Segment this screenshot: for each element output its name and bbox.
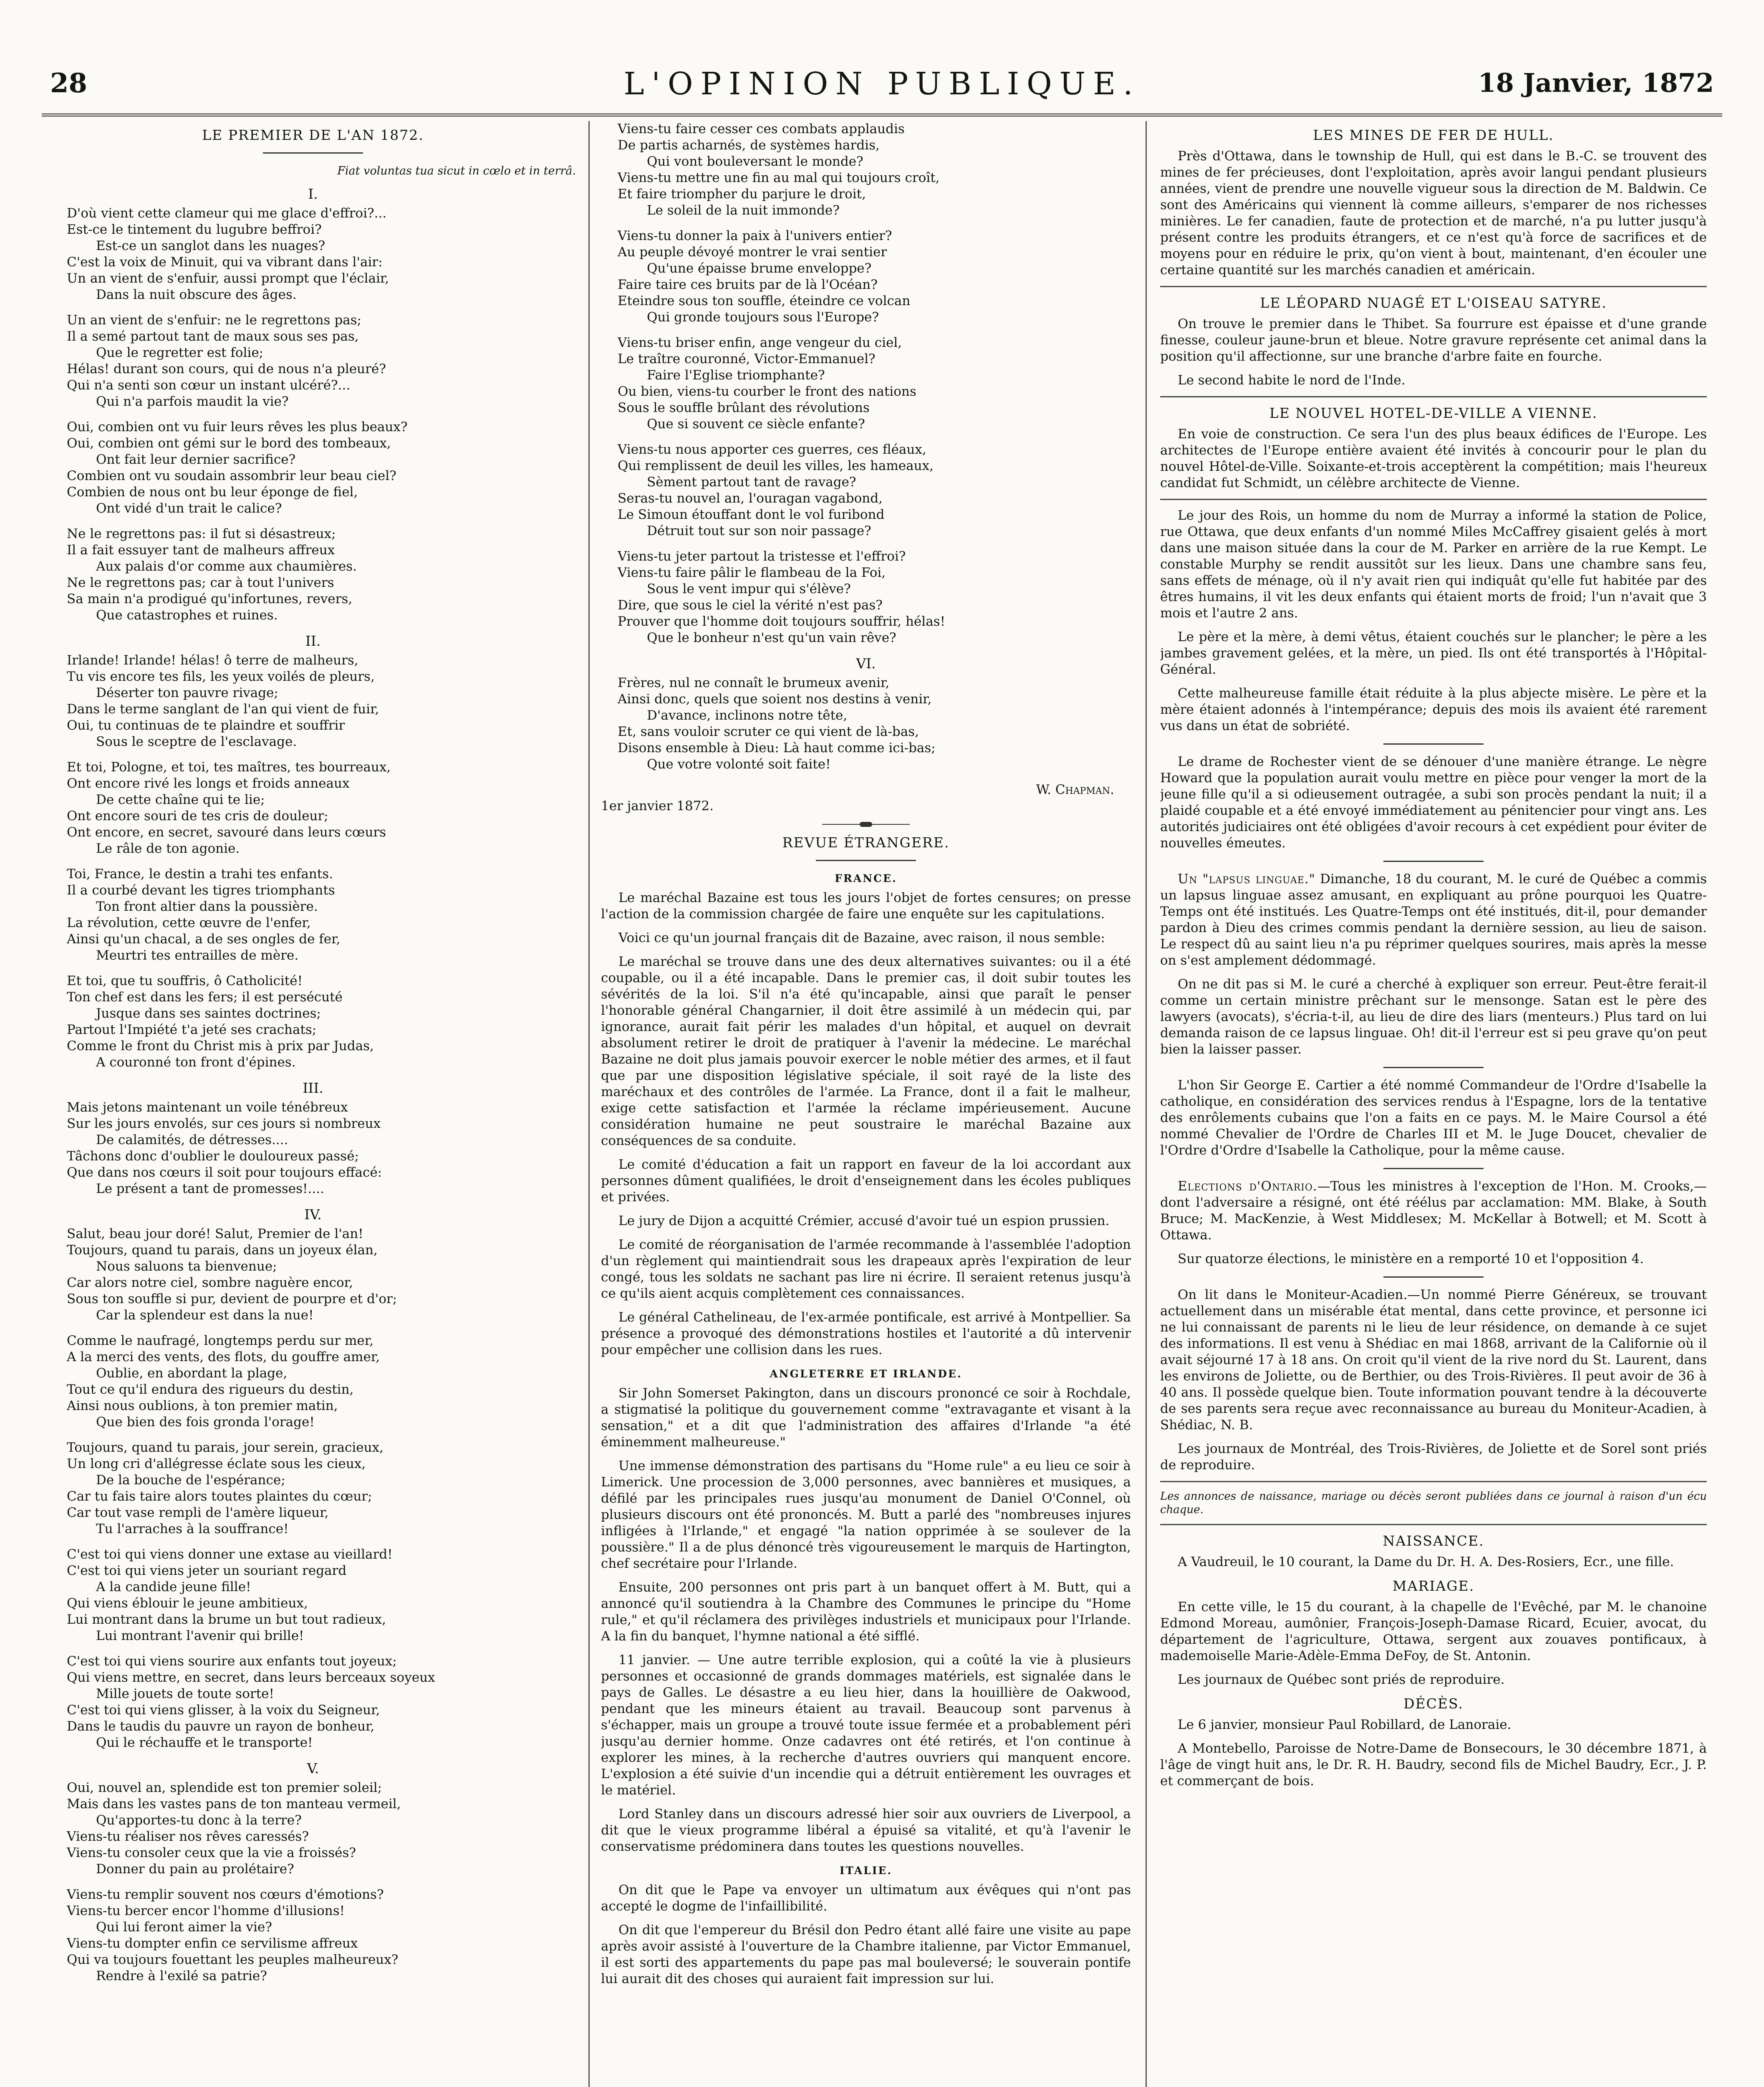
hotel-text: En voie de construction. Ce sera l'un des plus beaux édifices de l'Europe. Les architectes de l'Europe entière avaient été invités à concourir pour le plan du nouvel Hôtel-de-Ville. Soixante-et-trois acceptèrent la compétition; mais l'heureux candidat fut Schmidt, un célèbre architecte de Vienne. (1160, 427, 1707, 490)
poem-line: Détruit tout sur son noir passage? (647, 523, 871, 538)
poem-line: Toujours, quand tu parais, dans un joyeux élan, (67, 1243, 378, 1258)
masthead-rule (42, 114, 1722, 116)
poem-line: Et faire triompher du parjure le droit, (618, 187, 866, 202)
poem-line: C'est toi qui viens donner une extase au vieillard! (67, 1547, 393, 1562)
poem-line: Il a courbé devant les tigres triomphants (67, 883, 335, 898)
hotel-title: LE NOUVEL HOTEL-DE-VILLE A VIENNE. (1269, 405, 1598, 421)
section-rule (1160, 396, 1707, 397)
poem-stanza (618, 675, 1131, 773)
poem-parts (50, 186, 576, 1751)
lapsus-item (1160, 871, 1707, 969)
poem-line: Ton front altier dans la poussière. (96, 899, 318, 914)
poem-line: Ont encore rivé les longs et froids anneaux (67, 776, 350, 791)
deces-text-2: A Montebello, Paroisse de Notre-Dame de Bonsecours, le 30 décembre 1871, à l'âge de vingt huit ans, le Dr. R. H. Baudry, second fils de Michel Baudry, Ecr., J. P. et commerçant de bois. (1160, 1741, 1707, 1789)
poem-title: LE PREMIER DE L'AN 1872. (202, 127, 424, 143)
revue-title: REVUE ÉTRANGERE. (782, 834, 950, 851)
poem-dateline: 1er janvier 1872. (601, 798, 714, 814)
issue-date: 18 Janvier, 1872 (1478, 68, 1714, 98)
poem-line: Oui, combien ont gémi sur le bord des tombeaux, (67, 436, 391, 451)
poem-line: Faire taire ces bruits par de là l'Océan? (618, 277, 878, 292)
paragraph: Le général Cathelineau, de l'ex-armée pontificale, est arrivé à Montpellier. Sa présence a provoqué des démonstrations hostiles et l'autorité a dû intervenir pour empêcher une collision dans les rues. (601, 1310, 1131, 1357)
item-rule (1383, 1276, 1484, 1278)
poem-stanza (67, 1780, 576, 1877)
poem-stanza (67, 312, 576, 410)
poem-line: Sous le sceptre de l'esclavage. (96, 734, 297, 749)
poem-line: Le Simoun étouffant dont le vol furibond (618, 507, 885, 522)
poem-line: Déserter ton pauvre rivage; (96, 685, 278, 700)
poem-line: Car tu fais taire alors toutes plaintes du cœur; (67, 1489, 372, 1504)
poem-line: Oui, combien ont vu fuir leurs rêves les plus beaux? (67, 419, 408, 435)
poem-stanza (67, 205, 576, 303)
poem-line: Le soleil de la nuit immonde? (647, 203, 840, 218)
column-2 (601, 121, 1131, 2087)
poem-line: Toi, France, le destin a trahi tes enfants. (67, 867, 333, 882)
poem-line: Qui n'a parfois maudit la vie? (96, 394, 289, 409)
poem-line: Que si souvent ce siècle enfante? (647, 417, 865, 432)
column-divider (1146, 121, 1147, 2087)
poem-line: Eteindre sous ton souffle, éteindre ce volcan (618, 293, 911, 308)
angleterre-heading: ANGLETERRE ET IRLANDE. (770, 1368, 962, 1380)
poem-line: Mille jouets de toute sorte! (96, 1686, 274, 1701)
poem-line: Tâchons donc d'oublier le douloureux passé; (67, 1149, 359, 1164)
poem-stanza (618, 335, 1131, 432)
poem-stanza (67, 1099, 576, 1197)
poem-line: Est-ce le tintement du lugubre beffroi? (67, 222, 322, 237)
poem-signature: W. Chapman. (1036, 782, 1114, 797)
poem-line: Le râle de ton agonie. (96, 841, 240, 856)
announcement-notice: Les annonces de naissance, mariage ou décès seront publiées dans ce journal à raison d'un écu chaque. (1160, 1490, 1707, 1516)
lapsus-lead: Un "lapsus linguae." (1178, 872, 1315, 887)
poem-line: Combien ont vu soudain assombrir leur beau ciel? (67, 468, 396, 483)
mariage-text-2: Les journaux de Québec sont priés de reproduire. (1178, 1672, 1505, 1687)
mines-text: Près d'Ottawa, dans le township de Hull, qui est dans le B.-C. se trouvent des mines de fer précieuses, dont l'exploitation, après avoir langui pendant plusieurs années, vient de prendre une nouvelle vigueur sous la direction de M. Baldwin. Ce sont des Américains qui viennent là comme ailleurs, s'emparer de nos richesses minières. Le fer canadien, faute de protection et de marché, n'a pu lutter jusqu'à présent contre les produits étrangers, et ce n'est qu'à force de sacrifices et de moyens pour en réduire le prix, qu'on vient à bout, maintenant, d'en écouler une certaine quantité sur les marchés canadien et américain. (1160, 149, 1707, 278)
deces-title: DÉCÈS. (1403, 1695, 1464, 1712)
poem-line: Ne le regrettons pas; car à tout l'univers (67, 575, 334, 590)
poem-stanza (67, 1887, 576, 1984)
poem-line: Faire l'Eglise triomphante? (647, 368, 825, 383)
poem-line: Viens-tu bercer encor l'homme d'illusions! (67, 1903, 345, 1918)
poem-line: C'est toi qui viens glisser, à la voix du Seigneur, (67, 1703, 380, 1718)
poem-part-number: III. (303, 1080, 323, 1096)
paragraph: Le maréchal se trouve dans une des deux alternatives suivantes: ou il a été coupable, ou il a été incapable. Dans le premier cas, il doit subir toutes les sévérités de la loi. S'il n'a été qu'incapable, ainsi que paraît le penser l'honorable général Changarnier, il doit être assimilé à un médecin qui, par ignorance, aurait fait périr les malades d'un hôpital, et auquel on devrait absolument retirer le droit de pratiquer à l'avenir la médecine. Le maréchal Bazaine ne doit plus jamais pouvoir exercer le noble métier des armes, et il faut que par une disposition législative spéciale, il soit rayé de la liste des maréchaux et des contrôles de l'armée. La France, dont il a fait le malheur, exige cette satisfaction et l'armée la réclame impérieusement. Aucune considération humaine ne peut soustraire le maréchal Bazaine aux conséquences de sa conduite. (601, 954, 1131, 1148)
section-rule (1160, 1481, 1707, 1482)
paragraph: Sir John Somerset Pakington, dans un discours prononcé ce soir à Rochdale, a stigmatisé la politique du gouvernement comme "extravagante et visant à la sensation," et a dit que l'administration des affaires d'Irlande "a été éminemment malheureuse." (601, 1386, 1131, 1450)
poem-line: Dans le terme sanglant de l'an qui vient de fuir, (67, 702, 379, 717)
elections-text-2: Sur quatorze élections, le ministère en a remporté 10 et l'opposition 4. (1178, 1251, 1644, 1266)
poem-stanza (67, 1546, 576, 1644)
poem-line: Que bien des fois gronda l'orage! (96, 1415, 315, 1430)
poem-line: Viens-tu nous apporter ces guerres, ces fléaux, (618, 442, 926, 457)
poem-line: Il a semé partout tant de maux sous ses pas, (67, 329, 359, 344)
poem-part-v-cont (601, 121, 1131, 646)
paragraph: On dit que le Pape va envoyer un ultimatum aux évêques qui n'ont pas accepté le dogme de l'infaillibilité. (601, 1882, 1131, 1914)
leopard-title: LE LÉOPARD NUAGÉ ET L'OISEAU SATYRE. (1260, 295, 1607, 311)
poem-stanza (67, 866, 576, 964)
rochester-text: Le drame de Rochester vient de se dénouer d'une manière étrange. Le nègre Howard que la population aurait voulu mettre en pièce pour venger la mort de la jeune fille qu'il a si odieusement outragée, a subi son procès pendant la nuit; il a plaidé coupable et a été envoyé immédiatement au pénitencier pour vingt ans. Les autorités judiciaires ont été obligées d'avoir recours à cet expédient pour éviter de nouvelles émeutes. (1160, 754, 1707, 851)
poem-line: Hélas! durant son cours, qui de nous n'a pleuré? (67, 361, 386, 376)
poem-line: Jusque dans ses saintes doctrines; (96, 1006, 321, 1021)
paragraph: Le jury de Dijon a acquitté Crémier, accusé d'avoir tué un espion prussien. (618, 1213, 1110, 1228)
poem-line: A la merci des vents, des flots, du gouffre amer, (67, 1349, 380, 1364)
poem-line: Qu'une épaisse brume enveloppe? (647, 261, 872, 276)
poem-line: Que catastrophes et ruines. (96, 608, 278, 623)
paragraph: Une immense démonstration des partisans du "Home rule" a eu lieu ce soir à Limerick. Une procession de 3,000 personnes, avec bannières et musiques, a défilé par les principales rues jusqu'au monument de Daniel O'Connel, où plusieurs discours ont été prononcés. M. Butt a parlé des "nombreuses injures infligées à l'Irlande," et engagé "la nation opprimée à se soulever de la poussière." Il a de plus dénoncé très vigoureusement le marquis de Hartington, chef secrétaire pour l'Irlande. (601, 1458, 1131, 1571)
section-rule (1160, 1524, 1707, 1525)
poem-stanza (67, 1333, 576, 1430)
poem-line: Viens-tu remplir souvent nos cœurs d'émotions? (67, 1887, 384, 1902)
poem-line: Un long cri d'allégresse éclate sous les cieux, (67, 1456, 366, 1471)
poem-line: Un an vient de s'enfuir, aussi prompt que l'éclair, (67, 271, 389, 286)
poem-line: Est-ce un sanglot dans les nuages? (96, 238, 326, 253)
poem-epigraph: Fiat voluntas tua sicut in cœlo et in terrâ. (337, 164, 576, 177)
poem-line: Comme le front du Christ mis à prix par Judas, (67, 1038, 374, 1054)
poem-line: La révolution, cette œuvre de l'enfer, (67, 915, 311, 930)
poem-line: Oui, nouvel an, splendide est ton premier soleil; (67, 1780, 382, 1795)
poem-line: Un an vient de s'enfuir: ne le regrettons pas; (67, 313, 361, 328)
paragraph: Le comité de réorganisation de l'armée recommande à l'assemblée l'adoption d'un règlement qui maintiendrait sous les drapeaux après l'expiration de leur congé, tous les soldats ne sachant pas lire ni écrire. Il seraient retenus jusqu'à ce qu'ils aient acquis complètement ces connaissances. (601, 1237, 1131, 1301)
lapsus-text-2: On ne dit pas si M. le curé a cherché à expliquer son erreur. Peut-être ferait-il comme un certain ministre prêchant sur le mensonge. Satan est le père des lawyers (avocats), s'écria-t-il, au lieu de dire des liars (menteurs.) Plus tard on lui demanda raison de ce lapsus linguae. Oh! dit-il l'erreur est si peu grave qu'on peut bien la laisser passer. (1160, 977, 1707, 1057)
poem-line: Tout ce qu'il endura des rigueurs du destin, (67, 1382, 354, 1397)
poem-line: De calamités, de détresses.... (96, 1132, 288, 1147)
title-rule (816, 860, 916, 861)
poem-line: Que le bonheur n'est qu'un vain rêve? (647, 630, 896, 645)
poem-stanza (67, 526, 576, 624)
rois-story (1160, 508, 1707, 734)
paragraph: On dit que l'empereur du Brésil don Pedro étant allé faire une visite au pape après avoir assisté à l'ouverture de la Chambre italienne, par Victor Emmanuel, il est sorti des appartements du pape pas mal bouleversé; le souverain pontife lui aurait dit des choses qui auraient fait impression sur lui. (601, 1923, 1131, 1986)
poem-line: Que le regretter est folie; (96, 345, 264, 360)
poem-stanza (618, 228, 1131, 326)
mariage-text: En cette ville, le 15 du courant, à la chapelle de l'Evêché, par M. le chanoine Edmond Moreau, aumônier, François-Joseph-Damase Ricard, Ecuier, avocat, du département de l'agriculture, Ottawa, sergent aux zouaves pontificaux, à mademoiselle Marie-Adèle-Emma DeFoy, de St. Antonin. (1160, 1599, 1707, 1663)
acadien-text-2: Les journaux de Montréal, des Trois-Rivières, de Joliette et de Sorel sont priés de reproduire. (1160, 1441, 1707, 1473)
column-3 (1160, 121, 1707, 2087)
poem-line: Mais jetons maintenant un voile ténébreux (67, 1100, 348, 1115)
poem-line: Dans la nuit obscure des âges. (96, 287, 297, 302)
poem-line: Frères, nul ne connaît le brumeux avenir, (618, 675, 890, 690)
poem-line: Meurtri tes entrailles de mère. (96, 948, 299, 963)
page-number: 28 (50, 68, 88, 99)
poem-line: Sèment partout tant de ravage? (647, 475, 856, 490)
poem-part-number: I. (308, 186, 318, 202)
poem-line: Viens-tu faire cesser ces combats applaudis (618, 121, 905, 136)
paragraph: Lord Stanley dans un discours adressé hier soir aux ouvriers de Liverpool, a dit que le vieux programme libéral a épuisé sa vitalité, et qu'à l'avenir le conservatisme prédominera dans toutes les questions nouvelles. (601, 1807, 1131, 1854)
poem-line: De cette chaîne qui te lie; (96, 792, 265, 807)
paragraph: Le père et la mère, à demi vêtus, étaient couchés sur le plancher; le père a les jambes gravement gelées, et la mère, un pied. Ils ont été transportés à l'Hôpital-Général. (1160, 629, 1707, 677)
item-rule (1383, 1168, 1484, 1169)
poem-line: Et toi, Pologne, et toi, tes maîtres, tes bourreaux, (67, 760, 391, 775)
poem-part-number: IV. (304, 1206, 322, 1223)
poem-stanza (618, 548, 1131, 646)
poem-line: Viens-tu donner la paix à l'univers entier? (618, 228, 892, 243)
poem-line: Toujours, quand tu parais, jour serein, gracieux, (67, 1440, 384, 1455)
poem-line: Partout l'Impiété t'a jeté ses crachats; (67, 1022, 317, 1037)
poem-line: Viens-tu jeter partout la tristesse et l'effroi? (618, 549, 906, 564)
poem-line: Le traître couronné, Victor-Emmanuel? (618, 351, 876, 366)
poem-line: Disons ensemble à Dieu: Là haut comme ici-bas; (618, 740, 936, 755)
mines-title: LES MINES DE FER DE HULL. (1313, 127, 1554, 143)
poem-line: Qui va toujours fouettant les peuples malheureux? (67, 1952, 399, 1967)
poem-line: Viens-tu briser enfin, ange vengeur du ciel, (618, 335, 902, 350)
column-1 (50, 121, 576, 2087)
poem-line: C'est la voix de Minuit, qui va vibrant dans l'air: (67, 255, 383, 270)
newspaper-title: L'OPINION PUBLIQUE. (623, 66, 1141, 102)
poem-stanza (67, 973, 576, 1071)
poem-line: A la candide jeune fille! (96, 1579, 251, 1594)
poem-stanza (67, 1226, 576, 1324)
poem-line: Il a fait essuyer tant de malheurs affreux (67, 543, 335, 558)
angleterre-section (601, 1385, 1131, 1855)
poem-line: Ainsi qu'un chacal, a de ses ongles de fer, (67, 932, 341, 947)
poem-line: Aux palais d'or comme aux chaumières. (96, 559, 357, 574)
poem-line: Qui vont bouleversant le monde? (647, 154, 863, 169)
poem-line: Irlande! Irlande! hélas! ô terre de malheurs, (67, 653, 358, 668)
poem-line: Qui gronde toujours sous l'Europe? (647, 310, 879, 325)
poem-line: De la bouche de l'espérance; (96, 1473, 285, 1488)
poem-line: Seras-tu nouvel an, l'ouragan vagabond, (618, 491, 883, 506)
italie-section (601, 1882, 1131, 1987)
poem-line: Ont fait leur dernier sacrifice? (96, 452, 296, 467)
poem-line: Ton chef est dans les fers; il est persécuté (67, 990, 343, 1005)
poem-line: Viens-tu consoler ceux que la vie a froissés? (67, 1845, 356, 1860)
section-rule (1160, 499, 1707, 500)
item-rule (1383, 861, 1484, 862)
paragraph: Le jour des Rois, un homme du nom de Murray a informé la station de Police, rue Ottawa, que deux enfants d'un nommé Miles McCaffrey gisaient gelés à mort dans une maison située dans la cour de M. Parker en arrière de la rue Kempt. Le constable Murphy se rendit aussitôt sur les lieux. Dans une chambre sans feu, sans effets de ménage, où il n'y avait rien qui indiquât qu'elle fut habitée par des êtres humains, il vit les deux enfants qui étaient morts de froid; l'un n'avait que 3 mois et l'autre 2 ans. (1160, 508, 1707, 621)
poem-line: Ainsi nous oublions, à ton premier matin, (67, 1398, 338, 1413)
poem-line: De partis acharnés, de systèmes hardis, (618, 138, 880, 153)
poem-line: C'est toi qui viens sourire aux enfants tout joyeux; (67, 1654, 397, 1669)
poem-line: Rendre à l'exilé sa patrie? (96, 1968, 267, 1983)
poem-line: Viens-tu mettre une fin au mal qui toujours croît, (618, 170, 940, 185)
poem-line: Sous le vent impur qui s'élève? (647, 581, 851, 596)
section-rule (1160, 286, 1707, 287)
poem-stanza (67, 1653, 576, 1751)
lapsus-text: Dimanche, 18 du courant, M. le curé de Québec a commis un lapsus linguae assez amusant, en expliquant au prône pourquoi les Quatre-Temps ont été institués. Les Quatre-Temps ont été institués, dit-il, pour demander pardon à Dieu des crimes commis pendant la dernière session, au lieu de saison. Le respect dû au saint lieu n'a pu réprimer quelques sourires, mais après la messe on s'est amplement dédommagé. (1160, 872, 1707, 968)
poem-line: Salut, beau jour doré! Salut, Premier de l'an! (67, 1226, 363, 1241)
poem-line: Donner du pain au prolétaire? (96, 1862, 294, 1877)
poem-line: Qui n'a senti son cœur un instant ulcéré?... (67, 378, 351, 393)
poem-line: Ne le regrettons pas: il fut si désastreux; (67, 526, 336, 541)
poem-line: Car tout vase rempli de l'amère liqueur, (67, 1505, 329, 1520)
poem-line: Tu vis encore tes fils, les yeux voilés de pleurs, (67, 669, 375, 684)
poem-line: Ainsi donc, quels que soient nos destins à venir, (618, 692, 932, 707)
poem-part-number: II. (305, 633, 321, 649)
france-heading: FRANCE. (835, 872, 897, 884)
poem-line: Car la splendeur est dans la nue! (96, 1308, 314, 1323)
poem-line: Sous le souffle brûlant des révolutions (618, 400, 870, 415)
elections-text: —Tous les ministres à l'exception de l'Hon. M. Crooks,—dont l'adversaire a résigné, ont été réélus par acclamation: MM. Blake, à South Bruce; M. MacKenzie, à West Middlesex; M. McKellar à Botwell; et M. Scott à Ottawa. (1160, 1179, 1707, 1243)
italie-heading: ITALIE. (839, 1865, 893, 1877)
naissance-title: NAISSANCE. (1383, 1533, 1484, 1549)
column-divider (588, 121, 590, 2087)
poem-line: Qui remplissent de deuil les villes, les hameaux, (618, 458, 934, 473)
poem-part-vi (601, 655, 1131, 773)
poem-stanza (67, 759, 576, 857)
poem-stanza (67, 652, 576, 750)
poem-stanza (618, 442, 1131, 539)
poem-line: Ont encore souri de tes cris de douleur; (67, 809, 328, 824)
poem-line: D'où vient cette clameur qui me glace d'effroi?... (67, 206, 387, 221)
ornament-rule (822, 822, 910, 827)
poem-line: Ont vidé d'un trait le calice? (96, 501, 282, 516)
paragraph: Le maréchal Bazaine est tous les jours l'objet de fortes censures; on presse l'action de la commission chargée de faire une enquête sur les capitulations. (601, 890, 1131, 922)
poem-line: Oublie, en abordant la plage, (96, 1366, 288, 1381)
paragraph: On trouve le premier dans le Thibet. Sa fourrure est épaisse et d'une grande finesse, couleur jaune-brun et bleue. Notre gravure représente cet animal dans la position qu'il affectionne, sur une branche d'arbre faite en fourche. (1160, 316, 1707, 364)
poem-part-v-start (50, 1760, 576, 1984)
poem-stanza (618, 121, 1131, 219)
paragraph: Cette malheureuse famille était réduite à la plus abjecte misère. Le père et la mère étaient adonnés à l'intempérance; depuis des mois ils avaient été rarement vus dans un état de sobriété. (1160, 686, 1707, 733)
poem-line: Sa main n'a prodigué qu'infortunes, revers, (67, 591, 353, 606)
poem-line: Qui viens mettre, en secret, dans leurs berceaux soyeux (67, 1670, 435, 1685)
title-rule (263, 152, 363, 154)
poem-line: Dire, que sous le ciel la vérité n'est pas? (618, 598, 883, 613)
item-rule (1383, 1067, 1484, 1068)
masthead (42, 63, 1722, 113)
poem-line: Viens-tu réaliser nos rêves caressés? (67, 1829, 309, 1844)
poem-line: Prouver que l'homme doit toujours souffrir, hélas! (618, 614, 946, 629)
poem-line: D'avance, inclinons notre tête, (647, 708, 848, 723)
poem-line: C'est toi qui viens jeter un souriant regard (67, 1563, 347, 1578)
poem-line: Viens-tu faire pâlir le flambeau de la Foi, (618, 565, 886, 580)
poem-line: Ou bien, viens-tu courber le front des nations (618, 384, 916, 399)
item-rule (1383, 743, 1484, 745)
poem-line: Qui viens éblouir le jeune ambitieux, (67, 1596, 308, 1611)
poem-line: Oui, tu continuas de te plaindre et souffrir (67, 718, 345, 733)
poem-line: Qu'apportes-tu donc à la terre? (96, 1813, 302, 1828)
paragraph: Le comité d'éducation a fait un rapport en faveur de la loi accordant aux personnes dûment qualifiées, le droit d'enseignement dans les écoles publiques et privées. (601, 1157, 1131, 1205)
poem-part-number: VI. (856, 655, 876, 672)
poem-line: Sous ton souffle si pur, devient de pourpre et d'or; (67, 1291, 397, 1306)
poem-line: Que dans nos cœurs il soit pour toujours effacé: (67, 1165, 382, 1180)
poem-line: Mais dans les vastes pans de ton manteau vermeil, (67, 1796, 401, 1812)
poem-stanza (67, 419, 576, 517)
poem-line: Sur les jours envolés, sur ces jours si nombreux (67, 1116, 381, 1131)
leopard-text (1160, 316, 1707, 389)
cartier-text: L'hon Sir George E. Cartier a été nommé Commandeur de l'Ordre d'Isabelle la catholique, en considération des services rendus à l'Espagne, lors de la tentative des enrôlements cubains que l'on a faits en ce pays. M. le Maire Coursol a été nommé Chevalier de l'Ordre de Charles III et M. le Juge Doucet, chevalier de l'Ordre d'Ordre d'Isabelle la Catholique, pour la même cause. (1160, 1078, 1707, 1158)
poem-line: Viens-tu dompter enfin ce servilisme affreux (67, 1936, 358, 1951)
poem-line: Qui le réchauffe et le transporte! (96, 1735, 313, 1750)
mariage-title: MARIAGE. (1392, 1578, 1475, 1594)
poem-line: Et toi, que tu souffris, ô Catholicité! (67, 973, 303, 988)
poem-line: Combien de nous ont bu leur éponge de fiel, (67, 485, 358, 500)
poem-line: Tu l'arraches à la souffrance! (96, 1521, 289, 1536)
poem-line: Le présent a tant de promesses!.... (96, 1181, 324, 1196)
poem-line: Car alors notre ciel, sombre naguère encor, (67, 1275, 353, 1290)
poem-line: Qui lui feront aimer la vie? (96, 1920, 272, 1935)
poem-line: Ont encore, en secret, savouré dans leurs cœurs (67, 825, 386, 840)
france-section (601, 890, 1131, 1358)
poem-line: Lui montrant dans la brume un but tout radieux, (67, 1612, 386, 1627)
deces-text: Le 6 janvier, monsieur Paul Robillard, de Lanoraie. (1178, 1717, 1512, 1732)
poem-line: A couronné ton front d'épines. (96, 1055, 296, 1070)
elections-item (1160, 1178, 1707, 1243)
paragraph: Ensuite, 200 personnes ont pris part à un banquet offert à M. Butt, qui a annoncé qu'il soutiendra à la Chambre des Communes le principe du "Home rule," et qu'il réclamera des privilèges industriels et municipaux pour l'Irlande. A la fin du banquet, l'hymne national a été sifflé. (601, 1580, 1131, 1644)
poem-line: Dans le taudis du pauvre un rayon de bonheur, (67, 1719, 375, 1734)
elections-lead: Elections d'Ontario. (1178, 1179, 1317, 1194)
poem-part-number: V. (307, 1760, 319, 1776)
poem-line: Nous saluons ta bienvenue; (96, 1259, 277, 1274)
acadien-text: On lit dans le Moniteur-Acadien.—Un nommé Pierre Généreux, se trouvant actuellement dans un misérable état mental, dans cette province, et personne ici ne lui connaissant de parents ni le lieu de leur résidence, on demande à ce sujet des informations. Il est venu à Shédiac en mai 1868, arrivant de la Californie où il avait séjourné 17 à 18 ans. On croit qu'il vient de la rive nord du St. Laurent, dans les environs de Joliette, ou de Berthier, ou des Trois-Rivières. Il peut avoir de 36 à 40 ans. Il possède quelque bien. Toute information pouvant tendre à la découverte de ses parents sera reçue avec reconnaissance au bureau du Moniteur-Acadien, à Shédiac, N. B. (1160, 1287, 1707, 1433)
poem-line: Au peuple dévoyé montrer le vrai sentier (618, 245, 887, 260)
paragraph: Voici ce qu'un journal français dit de Bazaine, avec raison, il nous semble: (618, 930, 1105, 945)
poem-stanza (67, 1440, 576, 1537)
poem-line: Lui montrant l'avenir qui brille! (96, 1628, 304, 1643)
poem-line: Et, sans vouloir scruter ce qui vient de là-bas, (618, 724, 919, 739)
poem-line: Comme le naufragé, longtemps perdu sur mer, (67, 1333, 373, 1348)
paragraph: 11 janvier. — Une autre terrible explosion, qui a coûté la vie à plusieurs personnes et occasionné de grands dommages matériels, est signalée dans le pays de Galles. Le désastre a eu lieu hier, dans la houillière de Oakwood, pendant que les mineurs étaient au travail. Beaucoup sont parvenus à s'échapper, mais un groupe a trouvé toute issue fermée et a probablement péri jusqu'au dernier homme. Onze cadavres ont été retirés, et l'on continue à explorer les mines, à la recherche d'autres ouvriers qui manquent encore. L'explosion a été suivie d'un incendie qui a détruit entièrement les ouvrages et le matériel. (601, 1652, 1131, 1798)
naissance-text: A Vaudreuil, le 10 courant, la Dame du Dr. H. A. Des-Rosiers, Ecr., une fille. (1178, 1554, 1674, 1569)
paragraph: Le second habite le nord de l'Inde. (1178, 373, 1406, 388)
poem-line: Que votre volonté soit faite! (647, 757, 831, 772)
